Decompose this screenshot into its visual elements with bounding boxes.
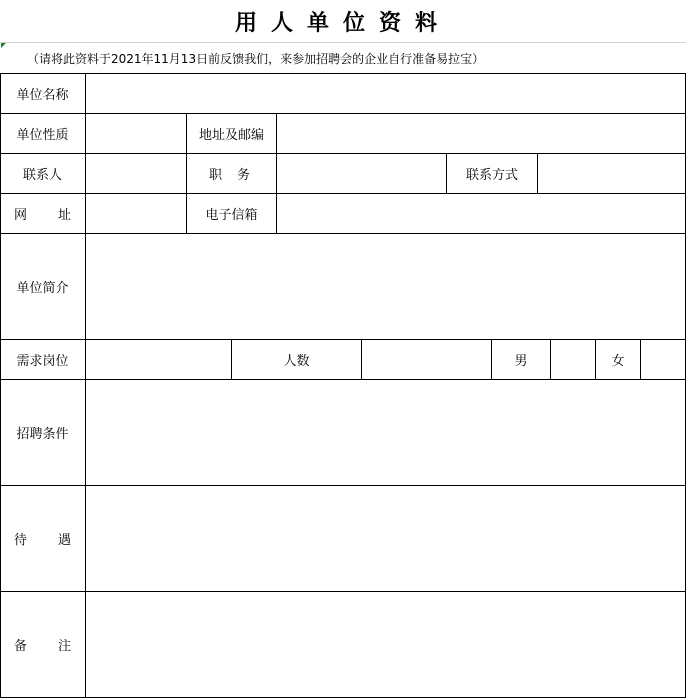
input-company-type[interactable] (86, 114, 187, 154)
input-remarks[interactable] (86, 592, 686, 698)
input-contact-info[interactable] (538, 154, 686, 194)
input-benefits[interactable] (86, 486, 686, 592)
label-contact-person: 联系人 (0, 154, 86, 194)
input-address-zip[interactable] (277, 114, 686, 154)
label-male: 男 (492, 340, 551, 380)
input-position-title[interactable] (277, 154, 447, 194)
label-position-title-char-2: 务 (236, 168, 250, 183)
input-website[interactable] (86, 194, 187, 234)
label-website (0, 194, 86, 234)
label-headcount: 人数 (232, 340, 362, 380)
input-headcount[interactable] (362, 340, 492, 380)
label-remarks (0, 592, 86, 698)
label-benefits-char-1: 待 (14, 533, 28, 548)
label-contact-info: 联系方式 (447, 154, 538, 194)
input-male-count[interactable] (551, 340, 596, 380)
label-email: 电子信箱 (187, 194, 277, 234)
input-requirements[interactable] (86, 380, 686, 486)
label-position-title (187, 154, 277, 194)
label-female: 女 (596, 340, 641, 380)
label-address-zip: 地址及邮编 (187, 114, 277, 154)
form-note: （请将此资料于2021年11月13日前反馈我们，来参加招聘会的企业自行准备易拉宝） (27, 52, 485, 66)
input-female-count[interactable] (641, 340, 686, 380)
label-required-positions: 需求岗位 (0, 340, 86, 380)
label-company-name: 单位名称 (0, 73, 86, 114)
label-benefits (0, 486, 86, 592)
label-benefits-char-2: 遇 (57, 533, 71, 548)
input-required-positions[interactable] (86, 340, 232, 380)
label-website-char-1: 网 (14, 208, 28, 223)
title-divider (0, 42, 686, 43)
label-company-type: 单位性质 (0, 114, 86, 154)
label-requirements: 招聘条件 (0, 380, 86, 486)
input-company-name[interactable] (86, 73, 686, 114)
input-contact-person[interactable] (86, 154, 187, 194)
label-website-char-2: 址 (57, 208, 71, 223)
label-position-title-char-1: 职 (209, 168, 223, 183)
form-title: 用人单位资料 (234, 9, 451, 36)
input-company-intro[interactable] (86, 234, 686, 340)
input-email[interactable] (277, 194, 686, 234)
label-remarks-char-1: 备 (14, 639, 28, 654)
company-info-table (0, 73, 686, 698)
label-remarks-char-2: 注 (57, 639, 71, 654)
label-company-intro: 单位简介 (0, 234, 86, 340)
